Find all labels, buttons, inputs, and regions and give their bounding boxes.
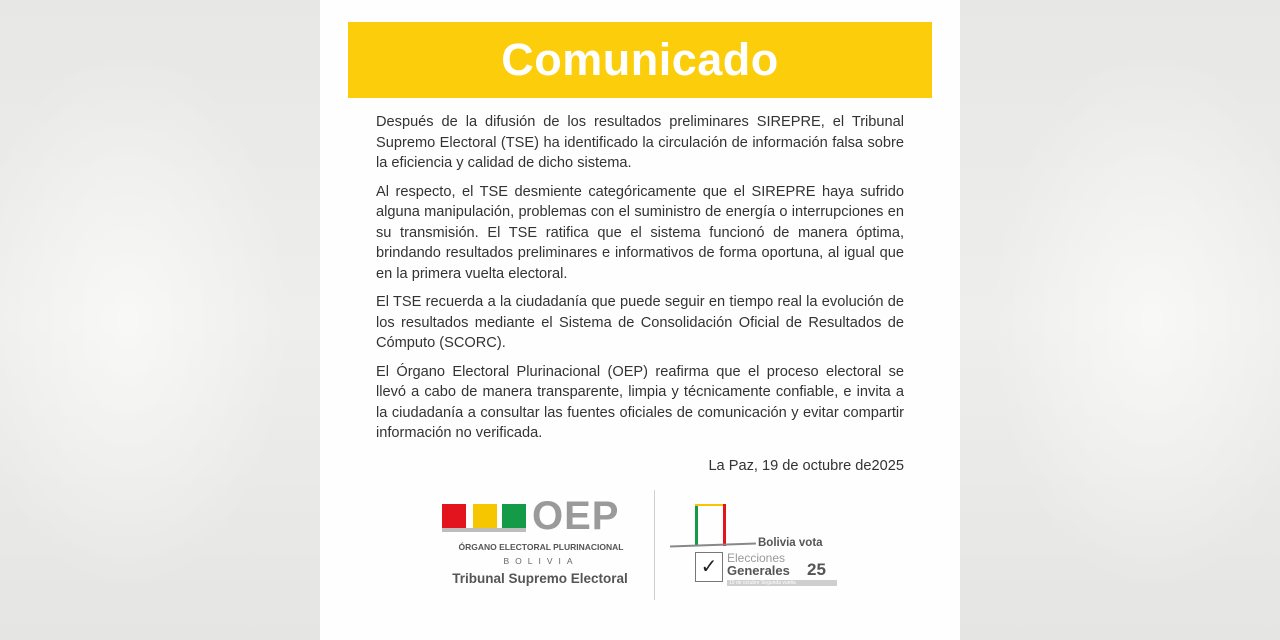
- oep-country: BOLIVIA: [503, 556, 579, 566]
- yellow-bar-icon: [695, 504, 723, 506]
- green-bar-icon: [695, 504, 698, 546]
- elections-logo: [670, 500, 850, 592]
- yellow-square-icon: [473, 504, 497, 528]
- oep-acronym: OEP: [532, 494, 620, 538]
- generales-label: Generales: [727, 563, 790, 578]
- tribunal-name: Tribunal Supremo Electoral: [452, 571, 628, 586]
- communique-card: [320, 0, 960, 640]
- paragraph-2: Al respecto, el TSE desmiente categóricamente que el SIREPRE haya sufrido alguna manipulación, problemas con el suministro de energía o interrupciones en su transmisión. El TSE ratifica que el sistema funcionó de manera óptima, brindando resultados preliminares e informativos de forma oportuna, al igual que en la primera vuelta electoral.: [376, 183, 904, 282]
- oep-logo: [440, 494, 640, 592]
- ballot-check-icon: ✓: [695, 552, 723, 582]
- red-bar-icon: [723, 504, 726, 546]
- title-banner: [348, 22, 932, 98]
- red-square-icon: [442, 504, 466, 528]
- election-date-strip: 19 de octubre Segunda vuelta: [727, 580, 837, 586]
- paragraph-4: El Órgano Electoral Plurinacional (OEP) reafirma que el proceso electoral se llevó a cabo de manera transparente, limpia y técnicamente confiable, e invita a la ciudadanía a consultar las fuentes oficiales de comunicación y evitar compartir información no verificada.: [376, 363, 904, 441]
- date-location: La Paz, 19 de octubre de2025: [708, 458, 904, 474]
- paragraph-1: Después de la difusión de los resultados preliminares SIREPRE, el Tribunal Supremo Electoral (TSE) ha identificado la circulación de información falsa sobre la eficiencia y calidad de dicho sistema.: [376, 114, 904, 171]
- oep-organization-name: ÓRGANO ELECTORAL PLURINACIONAL: [458, 542, 624, 552]
- paragraph-3: El TSE recuerda a la ciudadanía que puede seguir en tiempo real la evolución de los resultados mediante el Sistema de Consolidación Oficial de Resultados de Cómputo (SCORC).: [376, 294, 904, 351]
- baseline-stroke: [670, 542, 756, 547]
- elecciones-label: Elecciones: [727, 551, 786, 565]
- page-title: Comunicado: [501, 34, 779, 85]
- bolivia-vota-tagline: Bolivia vota: [758, 537, 823, 549]
- background-blur-left: [0, 0, 320, 640]
- logo-divider: [654, 490, 655, 600]
- communique-body: [376, 112, 904, 452]
- green-square-icon: [502, 504, 526, 528]
- logo-shadow: [442, 528, 526, 532]
- background-blur-right: [960, 0, 1280, 640]
- election-year: 25: [807, 560, 826, 579]
